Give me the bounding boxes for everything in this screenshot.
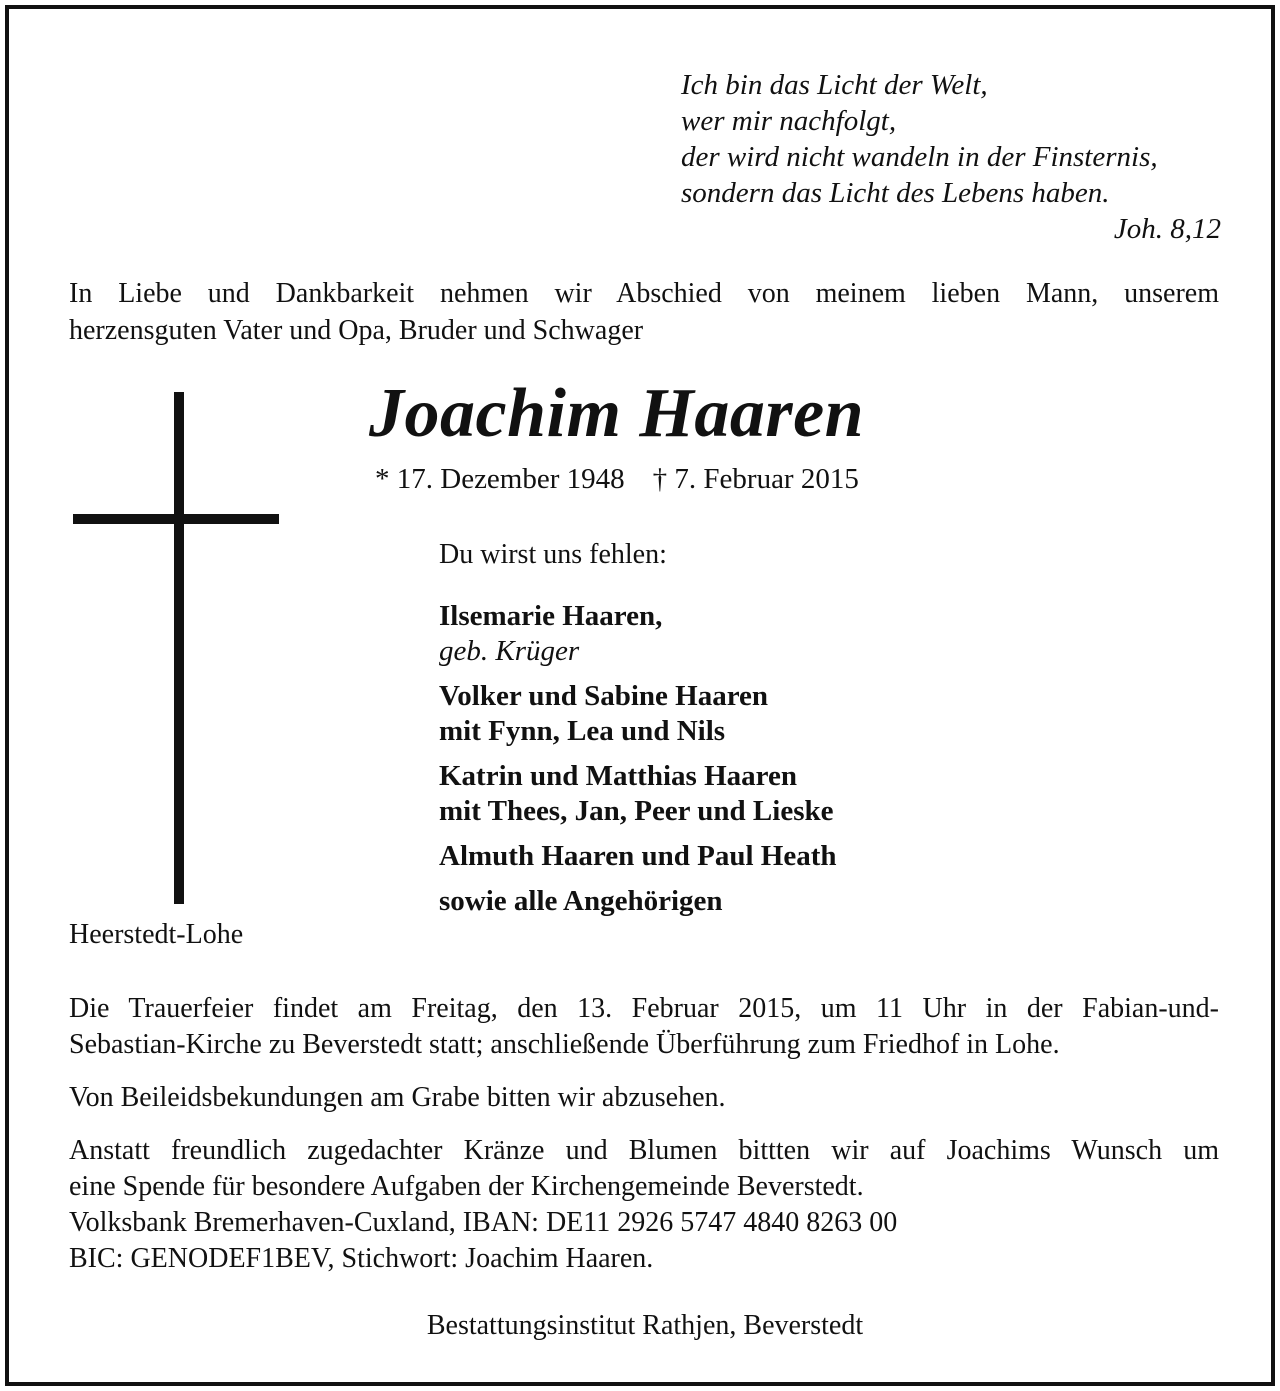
life-dates bbox=[375, 461, 859, 497]
donation-line: Anstatt freundlich zugedachter Kränze und Blumen bittten wir auf Joachims Wunsch um bbox=[69, 1135, 1219, 1166]
quote-line: der wird nicht wandeln in der Finsternis, bbox=[681, 141, 1158, 173]
cross-icon-bar bbox=[73, 514, 279, 524]
quote-line: sondern das Licht des Lebens haben. bbox=[681, 177, 1110, 209]
service-info bbox=[69, 991, 1219, 1063]
death-date: † 7. Februar 2015 bbox=[652, 463, 859, 495]
intro-line: In Liebe und Dankbarkeit nehmen wir Abschied von meinem lieben Mann, unserem bbox=[69, 278, 1219, 309]
bic-line: BIC: GENODEF1BEV, Stichwort: Joachim Haaren. bbox=[69, 1243, 654, 1274]
mourner-entry bbox=[439, 839, 836, 874]
quote-line: Ich bin das Licht der Welt, bbox=[681, 69, 988, 101]
mourner-line: Volker und Sabine Haaren bbox=[439, 680, 769, 712]
intro-text bbox=[69, 275, 1219, 349]
deceased-name: Joachim Haaren bbox=[369, 375, 865, 452]
mourner-entry bbox=[439, 679, 836, 749]
mourner-line: Almuth Haaren und Paul Heath bbox=[439, 840, 837, 872]
service-line: Die Trauerfeier findet am Freitag, den 13. Februar 2015, um 11 Uhr in der Fabian-und- bbox=[69, 993, 1219, 1024]
funeral-home: Bestattungsinstitut Rathjen, Beverstedt bbox=[426, 1310, 864, 1341]
quote-line: wer mir nachfolgt, bbox=[681, 105, 897, 137]
service-line: Sebastian-Kirche zu Beverstedt statt; anschließende Überführung zum Friedhof in Lohe. bbox=[69, 1029, 1060, 1060]
birth-date: * 17. Dezember 1948 bbox=[375, 463, 625, 495]
mourners-list bbox=[439, 599, 836, 929]
mourner-line: mit Thees, Jan, Peer und Lieske bbox=[439, 795, 834, 827]
obituary-frame bbox=[5, 5, 1275, 1386]
mourner-entry bbox=[439, 599, 836, 669]
condolence-note: Von Beileidsbekundungen am Grabe bitten wir abzusehen. bbox=[69, 1082, 726, 1113]
bank-line: Volksbank Bremerhaven-Cuxland, IBAN: DE11 2926 5747 4840 8263 00 bbox=[69, 1207, 898, 1238]
mourner-line: sowie alle Angehörigen bbox=[439, 885, 723, 917]
donation-line: eine Spende für besondere Aufgaben der Kirchengemeinde Beverstedt. bbox=[69, 1171, 864, 1202]
mourner-line: Katrin und Matthias Haaren bbox=[439, 760, 797, 792]
donation-info bbox=[69, 1133, 1219, 1277]
intro-line: herzensguten Vater und Opa, Bruder und Schwager bbox=[69, 315, 644, 346]
quote-reference: Joh. 8,12 bbox=[1113, 213, 1221, 245]
spouse-maiden-name: geb. Krüger bbox=[439, 635, 580, 667]
bible-quote bbox=[681, 67, 1221, 247]
mourner-line: mit Fynn, Lea und Nils bbox=[439, 715, 726, 747]
mourner-entry bbox=[439, 884, 836, 919]
place-name: Heerstedt-Lohe bbox=[69, 919, 244, 950]
mourners-intro: Du wirst uns fehlen: bbox=[439, 539, 667, 570]
mourner-entry bbox=[439, 759, 836, 829]
spouse-name: Ilsemarie Haaren, bbox=[439, 600, 663, 632]
cross-icon bbox=[174, 392, 184, 904]
